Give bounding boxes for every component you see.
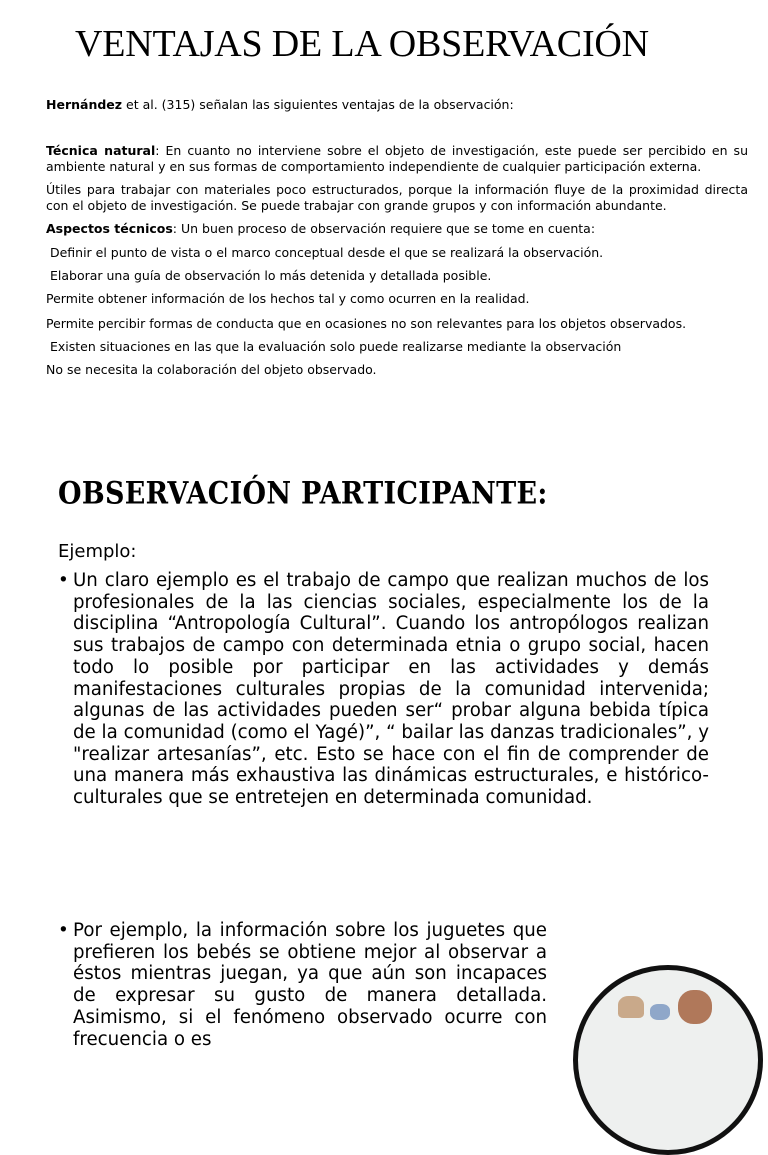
list-item: Elaborar una guía de observación lo más detenida y detallada posible. <box>46 268 492 283</box>
toy-shape <box>650 1004 670 1020</box>
slide2-title: OBSERVACIÓN PARTICIPANTE: <box>58 476 548 512</box>
bullet-icon: • <box>58 920 69 941</box>
intro-text: et al. (315) señalan las siguientes ventajas de la observación: <box>122 97 514 112</box>
tecnica-natural-paragraph <box>46 143 748 174</box>
aspectos-tecnicos-text: : Un buen proceso de observación requiere que se tome en cuenta: <box>172 221 596 236</box>
intro-paragraph <box>46 97 748 113</box>
slide1-title: VENTAJAS DE LA OBSERVACIÓN <box>75 23 649 65</box>
list-item: Permite percibir formas de conducta que en ocasiones no son relevantes para los objetos observados. <box>46 316 687 331</box>
aspectos-tecnicos-label: Aspectos técnicos <box>46 221 173 236</box>
bullet-paragraph-1 <box>58 570 709 809</box>
list-item: Permite obtener información de los hechos tal y como ocurren en la realidad. <box>46 291 530 306</box>
tecnica-natural-text: : En cuanto no interviene sobre el objeto de investigación, este puede ser percibido en su ambiente natural y en sus formas de comportamiento independiente de cualquier participación externa. <box>46 143 748 174</box>
bullet-paragraph-2 <box>58 920 547 1050</box>
bullet-text-1: Un claro ejemplo es el trabajo de campo que realizan muchos de los profesionales de la las ciencias sociales, especialmente los de la disciplina “Antropología Cultural”. Cuando los antropólogos realizan sus trabajos de campo con determinada etnia o grupo social, hacen todo lo posible por participar en las actividades y demás manifestaciones culturales propias de la comunidad intervenida; algunas de las actividades pueden ser“ probar alguna bebida típica de la comunidad (como el Yagé)”, “ bailar las danzas tradicionales”, y "realizar artesanías”, etc. Esto se hace con el fin de comprender de una manera más exhaustiva las dinámicas estructurales, e histórico-culturales que se entretejen en determinada comunidad. <box>73 570 709 809</box>
toy-shape <box>618 996 644 1018</box>
baby-toys-photo <box>573 965 763 1155</box>
list-item: Existen situaciones en las que la evaluación solo puede realizarse mediante la observación <box>46 339 622 354</box>
tecnica-natural-label: Técnica natural <box>46 143 156 158</box>
list-item: Definir el punto de vista o el marco conceptual desde el que se realizará la observación. <box>46 245 604 260</box>
utiles-paragraph: Útiles para trabajar con materiales poco estructurados, porque la información fluye de la proximidad directa con el objeto de investigación. Se puede trabajar con grande grupos y con información abundante. <box>46 182 748 213</box>
ejemplo-label: Ejemplo: <box>58 541 137 562</box>
aspectos-tecnicos-paragraph <box>46 221 748 237</box>
intro-author: Hernández <box>46 97 123 112</box>
bullet-text-2: Por ejemplo, la información sobre los juguetes que prefieren los bebés se obtiene mejor al observar a éstos mientras juegan, ya que aún son incapaces de expresar su gusto de manera detallada. Asimismo, si el fenómeno observado ocurre con frecuencia o es <box>73 920 547 1050</box>
toy-shape <box>678 990 712 1024</box>
list-item: No se necesita la colaboración del objeto observado. <box>46 362 377 377</box>
bullet-icon: • <box>58 570 69 591</box>
